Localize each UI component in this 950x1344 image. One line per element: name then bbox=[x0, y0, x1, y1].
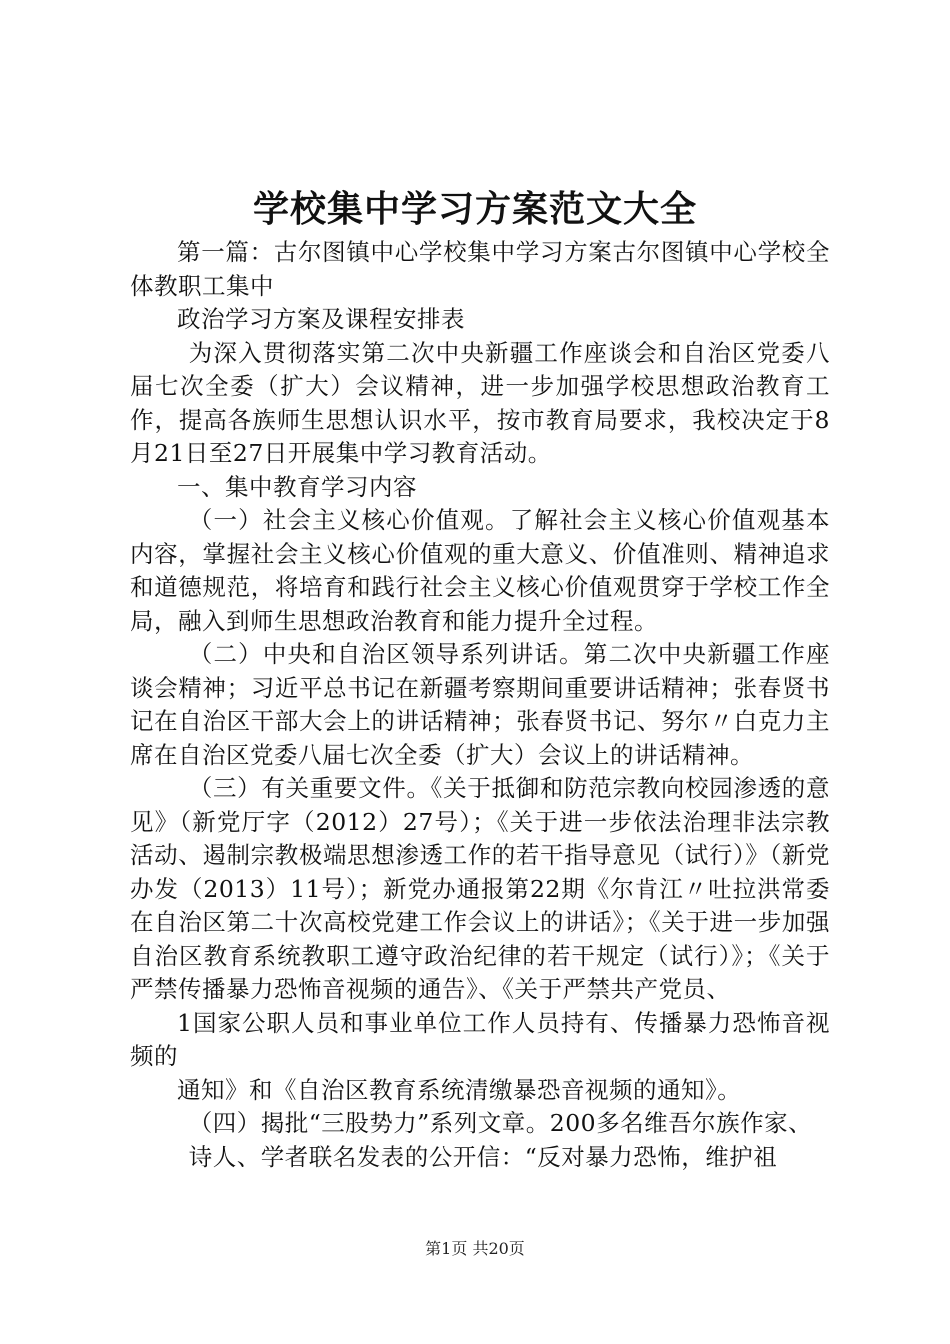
document-body bbox=[130, 236, 830, 1174]
paragraph: 1国家公职人员和事业单位工作人员持有、传播暴力恐怖音视频的 bbox=[130, 1008, 830, 1070]
paragraph: 诗人、学者联名发表的公开信：“反对暴力恐怖，维护祖 bbox=[188, 1142, 778, 1171]
document-title: 学校集中学习方案范文大全 bbox=[252, 188, 697, 230]
paragraph: 通知》和《自治区教育系统清缴暴恐音视频的通知》。 bbox=[177, 1075, 742, 1104]
paragraph: （三）有关重要文件。《关于抵御和防范宗教向校园渗透的意见》（新党厅字（2012）27号）；《关于进一步依法治理非法宗教活动、遏制宗教极端思想渗透工作的若干指导意见（试行）》（新党办发（2013）11号）；新党办通报第22期《尔肯江〃吐拉洪常委在自治区第二十次高校党建工作会议上的讲话》；《关于进一步加强自治区教育系统教职工遵守政治纪律的若干规定（试行）》；《关于严禁传播暴力恐怖音视频的通告》、《关于严禁共产党员、 bbox=[130, 774, 830, 1003]
section-heading: 一、集中教育学习内容 bbox=[177, 472, 417, 501]
paragraph: 为深入贯彻落实第二次中央新疆工作座谈会和自治区党委八届七次全委（扩大）会议精神，进一步加强学校思想政治教育工作，提高各族师生思想认识水平，按市教育局要求，我校决定于8月21日至27日开展集中学习教育活动。 bbox=[130, 338, 830, 467]
paragraph: （一）社会主义核心价值观。了解社会主义核心价值观基本内容，掌握社会主义核心价值观的重大意义、价值准则、精神追求和道德规范，将培育和践行社会主义核心价值观贯穿于学校工作全局，融入到师生思想政治教育和能力提升全过程。 bbox=[130, 506, 830, 635]
paragraph: （四）揭批“三股势力”系列文章。200多名维吾尔族作家、 bbox=[188, 1109, 813, 1137]
paragraph: （二）中央和自治区领导系列讲话。第二次中央新疆工作座谈会精神；习近平总书记在新疆考察期间重要讲话精神；张春贤书记在自治区干部大会上的讲话精神；张春贤书记、努尔〃白克力主席在自治区党委八届七次全委（扩大）会议上的讲话精神。 bbox=[130, 640, 830, 769]
page-number: 第1页 共20页 bbox=[425, 1239, 525, 1258]
paragraph: 第一篇：古尔图镇中心学校集中学习方案古尔图镇中心学校全体教职工集中 bbox=[130, 238, 830, 300]
paragraph: 政治学习方案及课程安排表 bbox=[177, 305, 465, 333]
